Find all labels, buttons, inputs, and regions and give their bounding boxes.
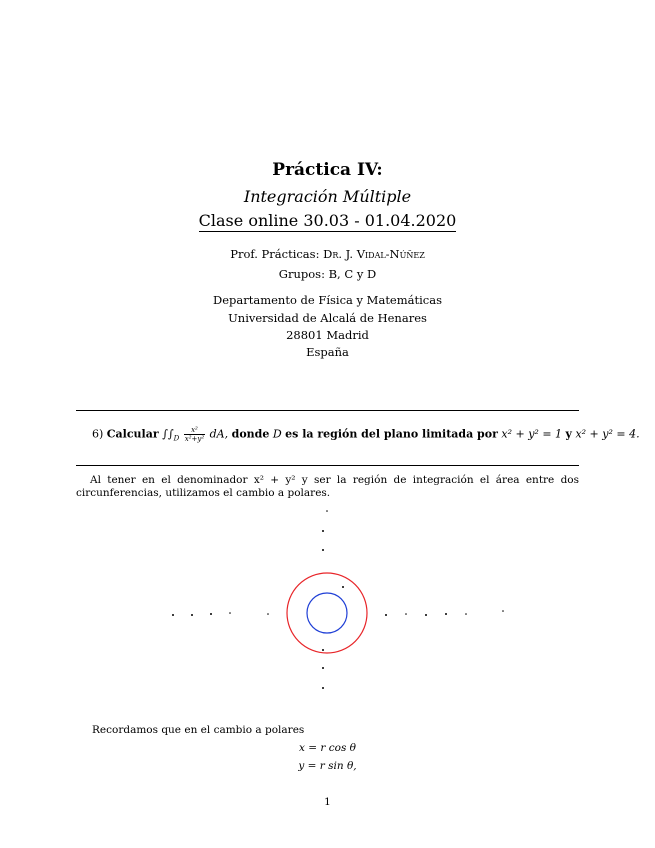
axis-mark	[322, 667, 324, 669]
problem-statement	[92, 426, 640, 443]
axis-mark	[342, 586, 344, 588]
session-line	[0, 211, 655, 230]
fraction-numerator: x²	[184, 426, 205, 435]
differential: dA,	[209, 427, 229, 441]
page-title: Práctica IV:	[272, 160, 383, 180]
country-line: España	[306, 345, 349, 359]
axis-mark	[191, 614, 193, 616]
problem-number: 6)	[92, 427, 104, 441]
university-line: Universidad de Alcalá de Henares	[228, 311, 427, 325]
integral-symbol: ∫∫	[162, 427, 174, 441]
axis-mark	[322, 530, 324, 532]
bottom-rule	[76, 465, 579, 466]
axis-mark	[229, 612, 231, 614]
inner-circle-r1	[307, 593, 347, 633]
integrand-fraction	[184, 426, 205, 443]
problem-text-middle: donde	[231, 427, 270, 441]
curve-2: x² + y² = 4.	[575, 427, 640, 441]
groups-line: Grupos: B, C y D	[278, 267, 377, 281]
axis-mark	[172, 614, 174, 616]
recall-text: Recordamos que en el cambio a polares	[92, 724, 305, 736]
axis-mark	[445, 613, 447, 615]
problem-text-before: Calcular	[106, 427, 159, 441]
region-variable: D	[272, 427, 282, 441]
problem-text-after: es la región del plano limitada por	[285, 427, 498, 441]
session-text: Clase online 30.03 - 01.04.2020	[198, 211, 457, 230]
professor-line	[0, 247, 655, 261]
axis-mark	[405, 613, 407, 615]
explanation-paragraph: Al tener en el denominador x² + y² y ser la región de integración el área entre dos circunferencias, utilizamos el cambio a polares.	[76, 474, 579, 499]
integral-domain: D	[173, 434, 180, 443]
curve-1: x² + y² = 1	[501, 427, 563, 441]
page-number: 1	[324, 796, 331, 808]
professor-name: Dr. J. Vidal-Núñez	[323, 247, 425, 261]
axis-mark	[385, 614, 387, 616]
axis-mark	[267, 613, 269, 615]
problem-connector: y	[565, 427, 572, 441]
department-line: Departamento de Física y Matemáticas	[212, 293, 443, 307]
polar-region-figure	[160, 505, 510, 700]
axis-mark	[322, 649, 324, 651]
axis-mark	[465, 613, 467, 615]
axis-mark	[322, 687, 324, 689]
equation-y: y = r sin θ,	[298, 760, 357, 772]
outer-circle-r2	[287, 573, 367, 653]
axis-mark	[326, 510, 328, 512]
professor-label: Prof. Prácticas:	[230, 247, 320, 261]
top-rule	[76, 410, 579, 411]
page-subtitle: Integración Múltiple	[243, 187, 412, 206]
axis-mark	[502, 610, 504, 612]
axis-mark	[210, 613, 212, 615]
equation-x: x = r cos θ	[298, 742, 356, 754]
city-line: 28801 Madrid	[286, 328, 369, 342]
axis-marks	[172, 510, 504, 689]
fraction-denominator: x²+y²	[184, 435, 205, 443]
axis-mark	[425, 614, 427, 616]
axis-mark	[322, 549, 324, 551]
